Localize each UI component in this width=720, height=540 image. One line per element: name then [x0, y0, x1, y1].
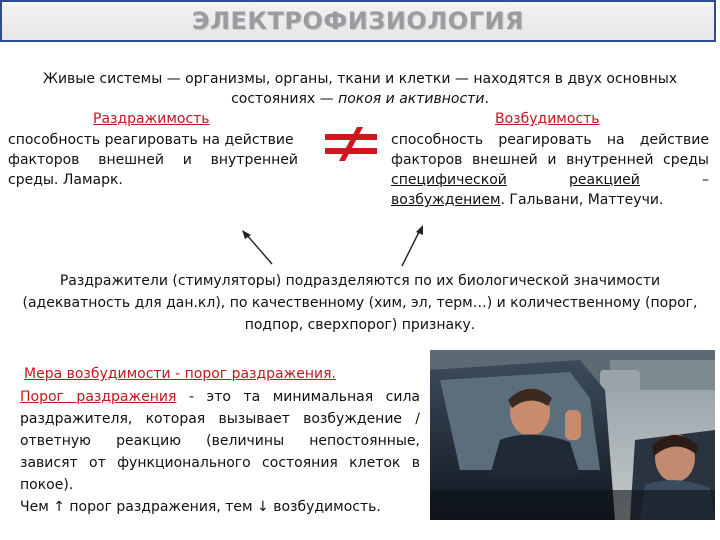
irritability-heading: Раздражимость — [93, 111, 210, 127]
excitability-authors: . Гальвани, Маттеучи. — [500, 192, 664, 208]
threshold-line-4: зависят от функционального состояния клеток в — [20, 455, 420, 471]
reaction-word: реакцией — [569, 172, 640, 188]
excitability-line-2: факторов внешней и внутренней среды — [391, 152, 709, 168]
excitability-measure: Мера возбудимости - порог раздражения. — [24, 366, 336, 382]
excitability-line-3 — [391, 170, 709, 190]
arrow-right-icon — [398, 224, 428, 268]
threshold-term: Порог раздражения — [20, 389, 177, 405]
intro-line-1: Живые системы — организмы, органы, ткани и клетки — находятся в двух основных — [42, 71, 678, 87]
excitability-line-4 — [391, 190, 709, 210]
stimuli-line-3: подпор, сверхпорог) признаку. — [244, 317, 476, 333]
threshold-line-1 — [20, 386, 420, 408]
threshold-line-2: раздражителя, которая вызывает возбуждение / — [20, 411, 420, 427]
dash: – — [702, 172, 709, 188]
intro-text — [20, 69, 700, 109]
arrow-left-icon — [238, 228, 278, 268]
irritability-line-3: среды. Ламарк. — [8, 172, 123, 188]
threshold-line-6: Чем ↑ порог раздражения, тем ↓ возбудимость. — [20, 499, 381, 515]
intro-line-2-start: состояниях — — [231, 91, 339, 107]
specific-word: специфической — [391, 172, 507, 188]
irritability-line-1: способность реагировать на действие — [8, 132, 294, 148]
intro-line-2 — [20, 89, 700, 109]
excitability-line-1: способность реагировать на действие — [391, 132, 709, 148]
threshold-definition — [20, 386, 420, 518]
irritability-line-2: факторов внешней и внутренней — [8, 152, 298, 168]
car-photo — [430, 350, 715, 520]
excitability-heading: Возбудимость — [495, 111, 600, 127]
stimuli-text — [10, 270, 710, 336]
irritability-definition — [8, 130, 298, 190]
intro-italic: покоя и активности — [338, 91, 485, 107]
threshold-def-1: - это та минимальная сила — [176, 389, 421, 405]
title-bar — [0, 0, 716, 42]
threshold-line-3: ответную реакцию (величины непостоянные, — [20, 433, 420, 449]
stimuli-line-2: (адекватность для дан.кл), по качественному (хим, эл, терм…) и количественному (порог, — [22, 295, 698, 311]
excitation-word: возбуждением — [391, 192, 501, 208]
excitability-definition — [391, 130, 709, 210]
threshold-line-5: покое). — [20, 477, 74, 493]
stimuli-line-1: Раздражители (стимуляторы) подразделяются по их биологической значимости — [59, 273, 661, 289]
not-equal-icon — [323, 126, 379, 162]
page-title: ЭЛЕКТРОФИЗИОЛОГИЯ — [191, 7, 525, 35]
car-photo-illustration — [430, 350, 715, 520]
intro-line-2-end: . — [484, 91, 489, 107]
